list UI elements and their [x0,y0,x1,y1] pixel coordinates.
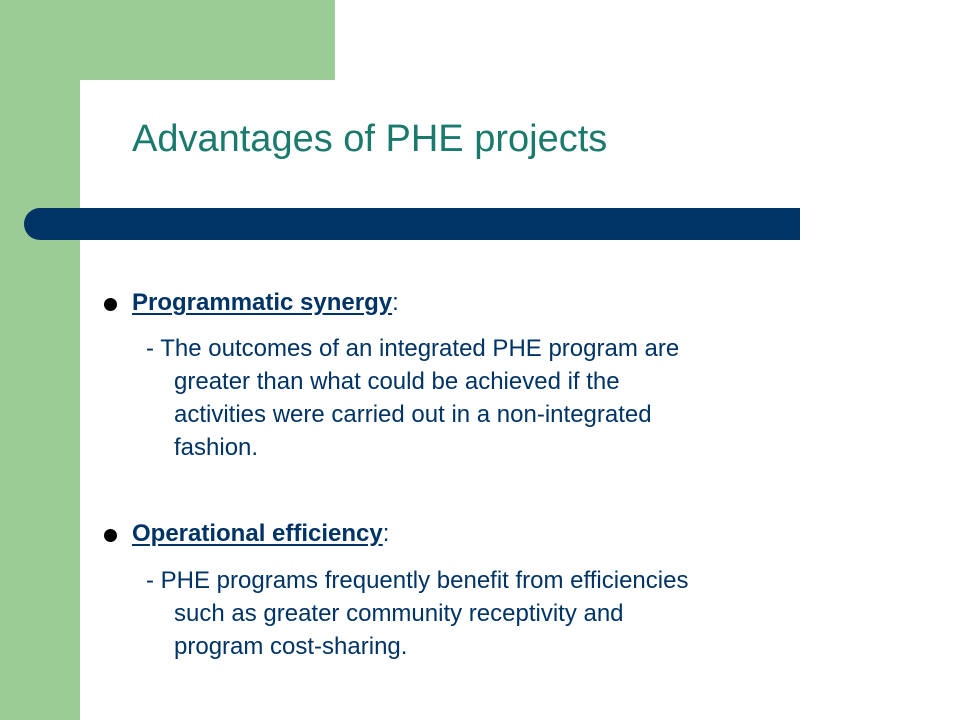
bullet-point-icon [104,298,117,311]
body-line: - PHE programs frequently benefit from efficiencies [146,567,689,594]
top-accent-block [0,0,335,80]
left-accent-strip [0,0,80,720]
bullet-heading-colon: : [392,289,399,316]
bullet-body-operational-efficiency [146,564,688,663]
bullet-heading-colon: : [382,520,390,547]
body-line: - The outcomes of an integrated PHE program are [146,335,680,362]
title-underline-bar [24,208,800,240]
body-line: fashion. [174,434,259,461]
bullet-heading-operational-efficiency [132,520,389,548]
body-line: greater than what could be achieved if the [174,368,620,395]
slide-title: Advantages of PHE projects [132,118,608,160]
body-line: activities were carried out in a non-integrated [174,401,652,428]
bullet-point-icon [104,529,117,542]
bullet-heading-label: Programmatic synergy [132,289,393,316]
body-line: such as greater community receptivity and [174,600,624,627]
bullet-heading-label: Operational efficiency [132,520,383,547]
body-line: program cost-sharing. [174,633,408,660]
bullet-heading-programmatic-synergy [132,289,399,317]
bullet-body-programmatic-synergy [146,332,679,464]
